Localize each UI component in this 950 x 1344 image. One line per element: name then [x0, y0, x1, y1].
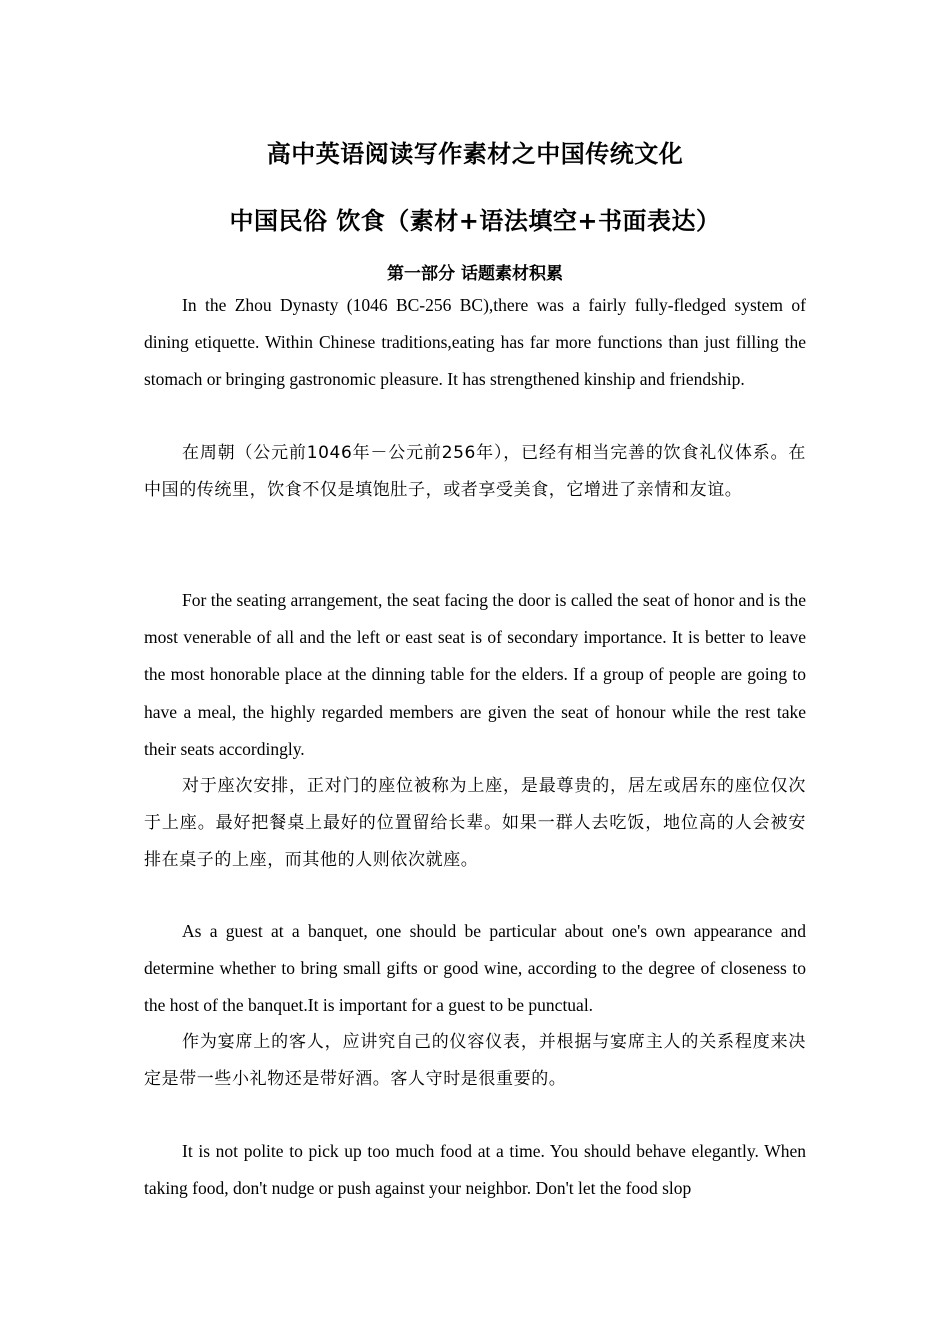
paragraph-english: As a guest at a banquet, one should be particular about one's own appearance and determine whether to bring small gifts or good wine, according to the degree of closeness to the host of the banquet.It is important for a guest to be punctual. — [144, 921, 806, 1016]
paragraph-english: In the Zhou Dynasty (1046 BC-256 BC),there was a fairly fully-fledged system of dining etiquette. Within Chinese traditions,eating has far more functions than just filling the stomach or bringing gastronomic pleasure. It has strengthened kinship and friendship. — [144, 295, 806, 390]
paragraph-chinese: 对于座次安排，正对门的座位被称为上座，是最尊贵的，居左或居东的座位仅次于上座。最好把餐桌上最好的位置留给长辈。如果一群人去吃饭，地位高的人会被安排在桌子的上座，而其他的人则依次就座。 — [144, 776, 806, 871]
paragraph-chinese: 在周朝（公元前1046年－公元前256年），已经有相当完善的饮食礼仪体系。在中国的传统里，饮食不仅是填饱肚子，或者享受美食，它增进了亲情和友谊。 — [144, 443, 806, 501]
section-heading: 第一部分 话题素材积累 — [387, 264, 563, 284]
paragraph-chinese: 作为宴席上的客人，应讲究自己的仪容仪表，并根据与宴席主人的关系程度来决定是带一些小礼物还是带好酒。客人守时是很重要的。 — [144, 1032, 806, 1090]
document-subtitle: 中国民俗 饮食（素材+语法填空+书面表达） — [229, 207, 721, 235]
paragraph-english: It is not polite to pick up too much food at a time. You should behave elegantly. When taking food, don't nudge or push against your neighbor. Don't let the food slop — [144, 1141, 806, 1199]
paragraph-english: For the seating arrangement, the seat facing the door is called the seat of honor and is the most venerable of all and the left or east seat is of secondary importance. It is better to leave the most honorable place at the dinning table for the elders. If a group of people are going to have a meal, the highly regarded members are given the seat of honour while the rest take their seats accordingly. — [144, 590, 806, 759]
document-title: 高中英语阅读写作素材之中国传统文化 — [266, 140, 684, 168]
